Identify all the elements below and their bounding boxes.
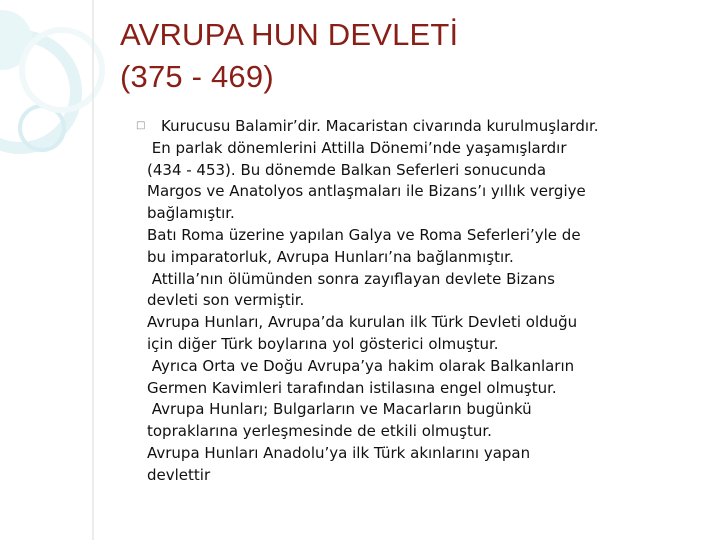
body-line: topraklarına yerleşmesinde de etkili olmuştur. <box>147 422 492 441</box>
body-line: Avrupa Hunları, Avrupa’da kurulan ilk Türk Devleti olduğu <box>147 313 578 332</box>
slide-title-line-1: AVRUPA HUN DEVLETİ <box>120 17 459 52</box>
body-line: Ayrıca Orta ve Doğu Avrupa’ya hakim olarak Balkanların <box>147 356 575 375</box>
bullet-icon: □ <box>136 120 146 131</box>
body-line: Germen Kavimleri tarafından istilasına engel olmuştur. <box>147 378 557 397</box>
body-line: Kurucusu Balamir’dir. Macaristan civarında kurulmuşlardır. <box>161 117 599 135</box>
slide-body-text <box>147 116 719 487</box>
body-line: Avrupa Hunları Anadolu’ya ilk Türk akınlarını yapan <box>147 443 531 462</box>
body-line: devleti son vermiştir. <box>147 291 305 310</box>
slide-title-line-2: (375 - 469) <box>120 59 274 94</box>
body-line: Batı Roma üzerine yapılan Galya ve Roma Seferleri’yle de <box>147 225 581 244</box>
slide-title <box>120 14 458 98</box>
decorative-circles-graphic <box>0 0 120 540</box>
body-line: bağlamıştır. <box>147 204 235 223</box>
body-line: Margos ve Anatolyos antlaşmaları ile Bizans’ı yıllık vergiye <box>147 182 586 201</box>
body-line: Avrupa Hunları; Bulgarların ve Macarların bugünkü <box>147 400 532 419</box>
body-line: (434 - 453). Bu dönemde Balkan Seferleri sonucunda <box>147 160 547 179</box>
body-line: için diğer Türk boylarına yol gösterici olmuştur. <box>147 334 499 353</box>
body-line: En parlak dönemlerini Attilla Dönemi’nde yaşamışlardır <box>147 138 567 157</box>
body-line: bu imparatorluk, Avrupa Hunları’na bağlanmıştır. <box>147 247 514 266</box>
body-line: Attilla’nın ölümünden sonra zayıflayan devlete Bizans <box>147 269 555 288</box>
body-line: devlettir <box>147 465 211 484</box>
